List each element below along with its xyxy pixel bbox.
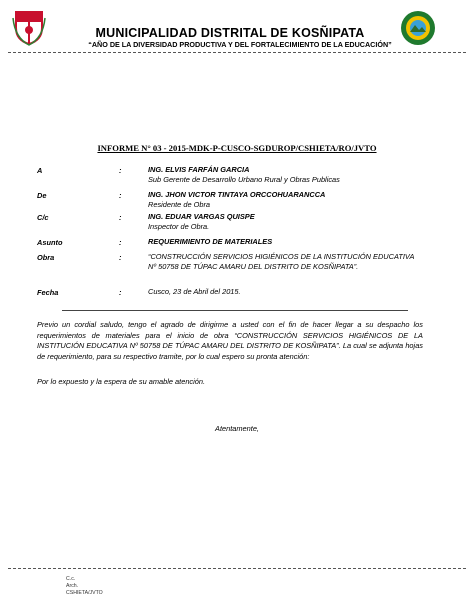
sender-name: ING. JHON VICTOR TINTAYA ORCCOHUARANCCA — [148, 190, 326, 199]
header-divider — [8, 52, 466, 53]
field-obra-colon: : — [119, 253, 122, 262]
footer-initials: CSHIETA/JVTO — [66, 590, 103, 596]
field-fecha-value: Cusco, 23 de Abril del 2015. — [148, 287, 241, 296]
field-cc-label: C/c — [37, 213, 49, 222]
closing-text: Atentamente, — [215, 424, 259, 433]
field-a-colon: : — [119, 166, 122, 175]
cc-role: Inspector de Obra. — [148, 222, 210, 231]
field-de-colon: : — [119, 191, 122, 200]
body-paragraph-1: Previo un cordial saludo, tengo el agrado de dirigirme a usted con el fin de hacer llegar a su despacho los requerimientos de materiales para el inicio de obra “CONSTRUCCIÓN SERVICIOS HIGIÉNICOS DE LA INSTITUCIÓN EDUCATIVA Nº 50758 DE TÚPAC AMARU DEL DISTRITO DE KOSÑIPATA”. La cual se adjunta hojas de requerimiento, para su respectivo tramite, por lo cual espero su pronta atención: — [37, 320, 423, 361]
field-de-value — [148, 190, 423, 210]
field-obra-value: “CONSTRUCCIÓN SERVICIOS HIGIÉNICOS DE LA INSTITUCIÓN EDUCATIVA Nº 50758 DE TÚPAC AMARU DEL DISTRITO DE KOSÑIPATA”. — [148, 252, 415, 271]
field-asunto-value — [148, 237, 423, 247]
field-de-label: De — [37, 191, 47, 200]
field-asunto-colon: : — [119, 238, 122, 247]
footer-arch: Arch. — [66, 583, 79, 589]
field-fecha-label: Fecha — [37, 288, 59, 297]
field-a-value — [148, 165, 423, 185]
field-asunto-label: Asunto — [37, 238, 63, 247]
municipal-seal-icon — [400, 10, 436, 46]
sender-role: Residente de Obra — [148, 200, 211, 209]
recipient-role: Sub Gerente de Desarrollo Urbano Rural y Obras Publicas — [148, 175, 340, 184]
section-divider — [62, 310, 408, 311]
year-motto: “AÑO DE LA DIVERSIDAD PRODUCTIVA Y DEL FORTALECIMIENTO DE LA EDUCACIÓN” — [88, 40, 392, 49]
footer-cc: C.c. — [66, 576, 76, 582]
field-a-label: A — [37, 166, 43, 175]
footer-notes — [66, 576, 103, 597]
field-cc-colon: : — [119, 213, 122, 222]
footer-divider — [8, 568, 466, 569]
subject-value: REQUERIMIENTO DE MATERIALES — [148, 237, 273, 246]
field-obra-label: Obra — [37, 253, 55, 262]
body-paragraph-2: Por lo expuesto y la espera de su amable atención. — [37, 377, 206, 386]
report-title: INFORME N° 03 - 2015-MDK-P-CUSCO-SGDUROP/CSHIETA/RO/JVTO — [97, 143, 377, 153]
field-cc-value — [148, 212, 423, 232]
field-fecha-colon: : — [119, 288, 122, 297]
recipient-name: ING. ELVIS FARFÁN GARCIA — [148, 165, 250, 174]
municipality-title: MUNICIPALIDAD DISTRITAL DE KOSÑIPATA — [95, 26, 365, 40]
cc-name: ING. EDUAR VARGAS QUISPE — [148, 212, 255, 221]
